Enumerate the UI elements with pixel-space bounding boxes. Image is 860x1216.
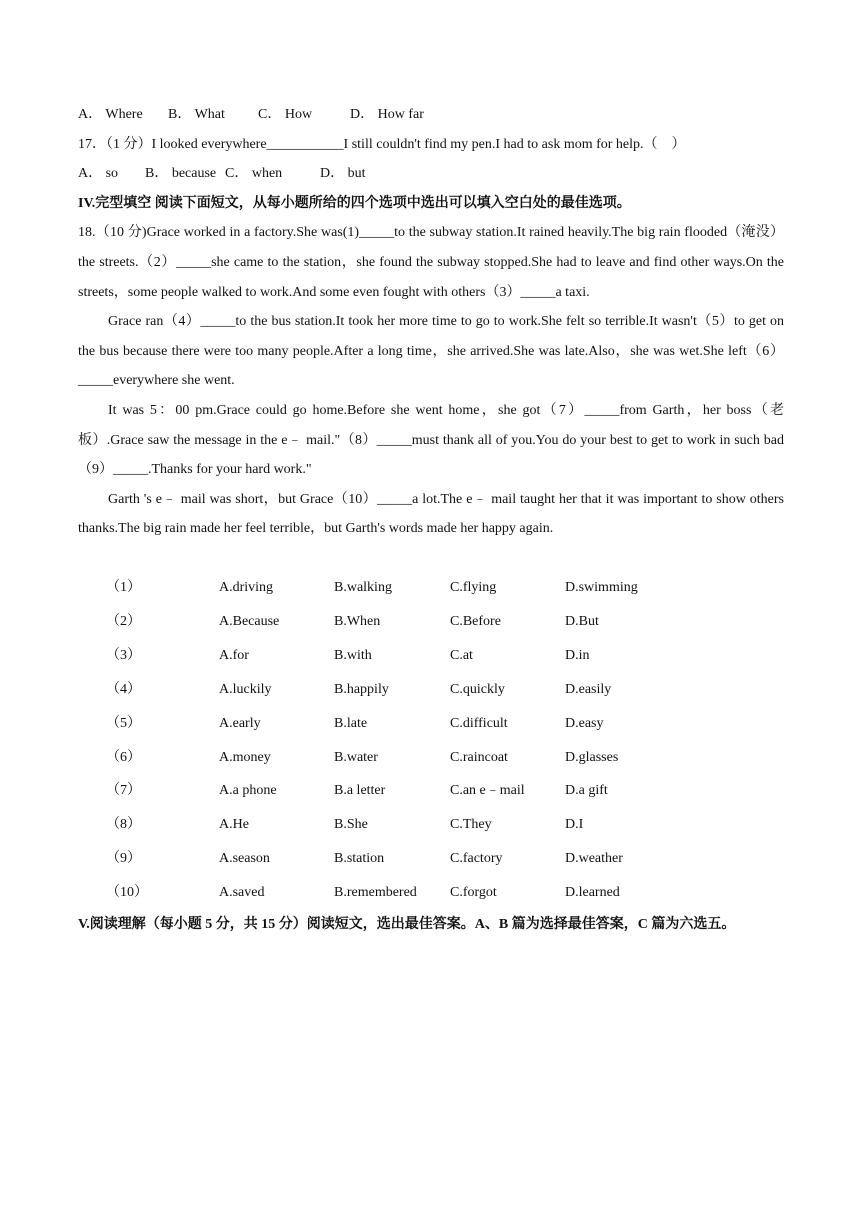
option-c: C.forgot xyxy=(450,885,497,901)
option-d: D.weather xyxy=(565,851,623,867)
q17-option-d: D． but xyxy=(320,166,366,182)
q16-option-d: D． How far xyxy=(350,107,424,122)
option-c: C.factory xyxy=(450,851,503,867)
option-d: D.a gift xyxy=(565,783,608,799)
option-a: A.luckily xyxy=(219,681,272,697)
blank-number: （6） xyxy=(106,749,141,765)
blank-number: （7） xyxy=(106,783,141,799)
passage-paragraph-4: Garth 's e﹣ mail was short，but Grace（10）_____a lot.The e﹣ mail taught her that it was important to show others thanks.The big rain made her feel terrible，but Garth's words made her happy again. xyxy=(78,491,784,537)
q16-options xyxy=(78,100,784,130)
option-d: D.in xyxy=(565,647,590,663)
passage-paragraph-2: Grace ran（4）_____to the bus station.It took her more time to go to work.She felt so terrible.It wasn't（5）to get on the bus because there were too many people.After a long time，she arrived.She was late.Also，she was wet.She left（6）_____everywhere she went. xyxy=(78,314,784,389)
option-d: D.easy xyxy=(565,715,604,731)
option-b: B.walking xyxy=(334,580,392,596)
options-row xyxy=(106,605,685,639)
option-a: A.Because xyxy=(219,613,280,629)
option-a: A.a phone xyxy=(219,783,277,799)
blank-number: （2） xyxy=(106,613,141,629)
blank-number: （9） xyxy=(106,851,141,867)
q16-option-b: B． What xyxy=(168,107,225,122)
options-row xyxy=(106,774,685,808)
options-table xyxy=(106,571,685,910)
options-row xyxy=(106,706,685,740)
option-d: D.learned xyxy=(565,885,620,901)
options-row xyxy=(106,571,685,605)
options-row xyxy=(106,639,685,673)
option-a: A.saved xyxy=(219,885,265,901)
option-c: C.quickly xyxy=(450,681,505,697)
option-c: C.They xyxy=(450,817,492,833)
passage-paragraph-1: 18.（10 分)Grace worked in a factory.She was(1)_____to the subway station.It rained heavily.The big rain flooded（淹没） the streets.（2）_____she came to the station，she found the subway stopped.She had to leave and find other ways.On the streets，some people walked to work.And some even fought with others（3）_____a taxi. xyxy=(78,225,784,300)
section5-heading: V.阅读理解（每小题 5 分，共 15 分）阅读短文，选出最佳答案。A、B 篇为选择最佳答案，C 篇为六选五。 xyxy=(78,916,736,932)
exam-page xyxy=(78,100,784,939)
option-a: A.season xyxy=(219,851,270,867)
blank-number: （3） xyxy=(106,647,141,663)
blank-number: （4） xyxy=(106,681,141,697)
options-row xyxy=(106,876,685,910)
option-c: C.difficult xyxy=(450,715,508,731)
option-b: B.When xyxy=(334,613,381,629)
q17-option-a: A． so xyxy=(78,166,119,182)
option-b: B.remembered xyxy=(334,885,417,901)
q17-option-b: B． because xyxy=(145,166,217,182)
option-c: C.flying xyxy=(450,580,497,596)
option-d: D.swimming xyxy=(565,580,638,596)
option-c: C.raincoat xyxy=(450,749,508,765)
option-b: B.with xyxy=(334,647,372,663)
option-d: D.But xyxy=(565,613,599,629)
option-d: D.glasses xyxy=(565,749,619,765)
options-row xyxy=(106,740,685,774)
option-a: A.driving xyxy=(219,580,274,596)
option-c: C.at xyxy=(450,647,473,663)
blank-number: （8） xyxy=(106,817,141,833)
section4-heading: IV.完型填空 阅读下面短文，从每小题所给的四个选项中选出可以填入空白处的最佳选项。 xyxy=(78,195,631,211)
passage-paragraph-3: It was 5：00 pm.Grace could go home.Before she went home，she got（7）_____from Garth，her boss（老板）.Grace saw the message in the e﹣ mail."（8）_____must thank all of you.You do your best to get to work in such bad（9）_____.Thanks for your hard work." xyxy=(78,402,784,478)
options-row xyxy=(106,673,685,707)
q17-options xyxy=(78,159,784,189)
option-c: C.Before xyxy=(450,613,501,629)
option-b: B.station xyxy=(334,851,385,867)
option-a: A.He xyxy=(219,817,249,833)
option-c: C.an e﹣mail xyxy=(450,783,525,799)
option-b: B.happily xyxy=(334,681,389,697)
option-a: A.early xyxy=(219,715,261,731)
option-b: B.a letter xyxy=(334,783,386,799)
option-d: D.I xyxy=(565,817,584,833)
q17-option-c: C． when xyxy=(225,166,283,182)
options-row xyxy=(106,808,685,842)
blank-number: （5） xyxy=(106,715,141,731)
q16-option-a: A． Where xyxy=(78,107,143,122)
q17-stem: 17．（1 分）I looked everywhere___________I still couldn't find my pen.I had to ask mom for help.（ ） xyxy=(78,136,686,152)
q16-option-c: C． How xyxy=(258,107,313,122)
blank-number: （10） xyxy=(106,885,148,901)
option-a: A.for xyxy=(219,647,249,663)
option-b: B.She xyxy=(334,817,368,833)
option-b: B.water xyxy=(334,749,378,765)
blank-number: （1） xyxy=(106,580,141,596)
options-row xyxy=(106,842,685,876)
option-b: B.late xyxy=(334,715,368,731)
option-d: D.easily xyxy=(565,681,612,697)
option-a: A.money xyxy=(219,749,271,765)
